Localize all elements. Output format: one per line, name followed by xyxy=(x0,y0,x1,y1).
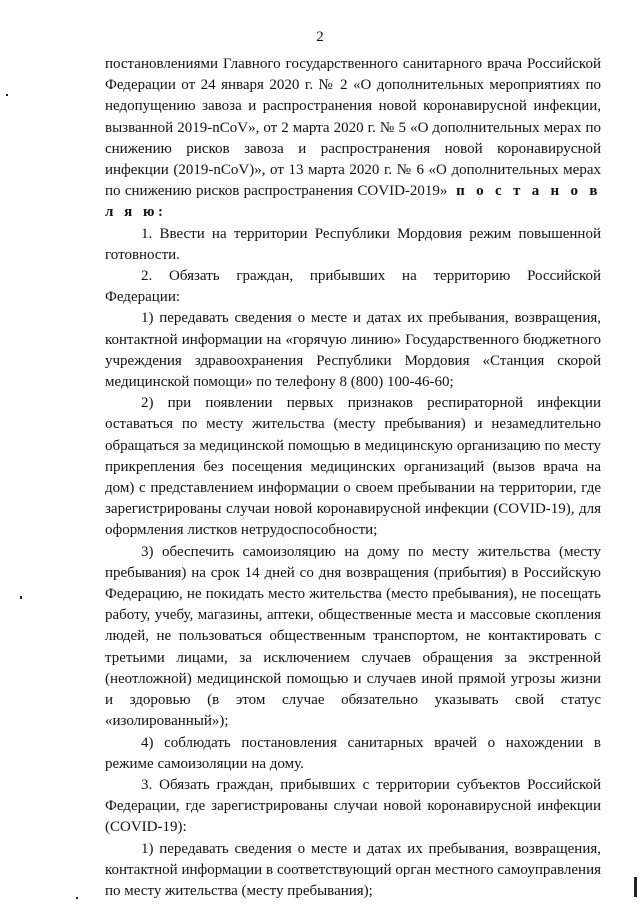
paragraph-subitem-2-4: 4) соблюдать постановления санитарных врачей о нахождении в режиме самоизоляции на дому. xyxy=(105,734,601,772)
document-body xyxy=(105,54,601,902)
paragraph-item-2: 2. Обязать граждан, прибывших на территорию Российской Федерации: xyxy=(105,268,601,306)
preamble-text: постановлениями Главного государственного санитарного врача Российской Федерации от 24 января 2020 г. № 2 «О дополнительных мероприятиях по недопущению завоза и распространения новой коронавирусной инфекции, вызванной 2019-nCoV», от 2 марта 2020 г. № 5 «О дополнительных мерах по снижению рисков завоза и распространения новой коронавирусной инфекции (2019-nCoV)», от 13 марта 2020 г. № 6 «О дополнительных мерах по снижению рисков распространения COVID-2019» xyxy=(105,56,601,200)
paragraph-subitem-2-2: 2) при появлении первых признаков респираторной инфекции оставаться по месту жительства (месту пребывания) и незамедлительно обращаться за медицинской помощью в медицинскую организацию по месту прикрепления без посещения медицинских организаций (вызов врача на дом) с представлением информации о своем пребывании на территории, где зарегистрированы случаи новой коронавирусной инфекции (COVID-19), для оформления листков нетрудоспособности; xyxy=(105,395,601,539)
paragraph-item-3: 3. Обязать граждан, прибывших с территории субъектов Российской Федерации, где зарегистрированы случаи новой коронавирусной инфекции (COVID-19): xyxy=(105,776,601,836)
scan-speck xyxy=(76,897,78,899)
scan-speck xyxy=(20,596,22,599)
paragraph-preamble xyxy=(105,54,601,224)
paragraph-subitem-2-3: 3) обеспечить самоизоляцию на дому по месту жительства (месту пребывания) на срок 14 дней со дня возвращения (прибытия) в Российскую Федерацию, не покидать место жительства (место пребывания), не посещать работу, учебу, магазины, аптеки, общественные места и массовые скопления людей, не пользоваться общественным транспортом, не контактировать с третьими лицами, за исключением случаев обращения за экстренной (неотложной) медицинской помощью и случаев иной прямой угрозы жизни и здоровью (в этом случае обязательно указывать свой статус «изолированный»); xyxy=(105,543,601,730)
resolution-keyword: п о с т а н о в л я ю: xyxy=(105,183,601,221)
page-number: 2 xyxy=(316,29,324,45)
paragraph-subitem-3-1: 1) передавать сведения о месте и датах их пребывания, возвращения, контактной информации в соответствующий орган местного самоуправления по месту жительства (месту пребывания); xyxy=(105,840,601,899)
paragraph-item-1: 1. Ввести на территории Республики Мордовия режим повышенной готовности. xyxy=(105,225,601,263)
paragraph-subitem-2-1: 1) передавать сведения о месте и датах их пребывания, возвращения, контактной информации на «горячую линию» Государственного бюджетного учреждения здравоохранения Республики Мордовия «Станция скорой медицинской помощи» по телефону 8 (800) 100-46-60; xyxy=(105,310,601,391)
scan-speck xyxy=(6,94,8,96)
scan-edge-mark xyxy=(634,877,637,897)
